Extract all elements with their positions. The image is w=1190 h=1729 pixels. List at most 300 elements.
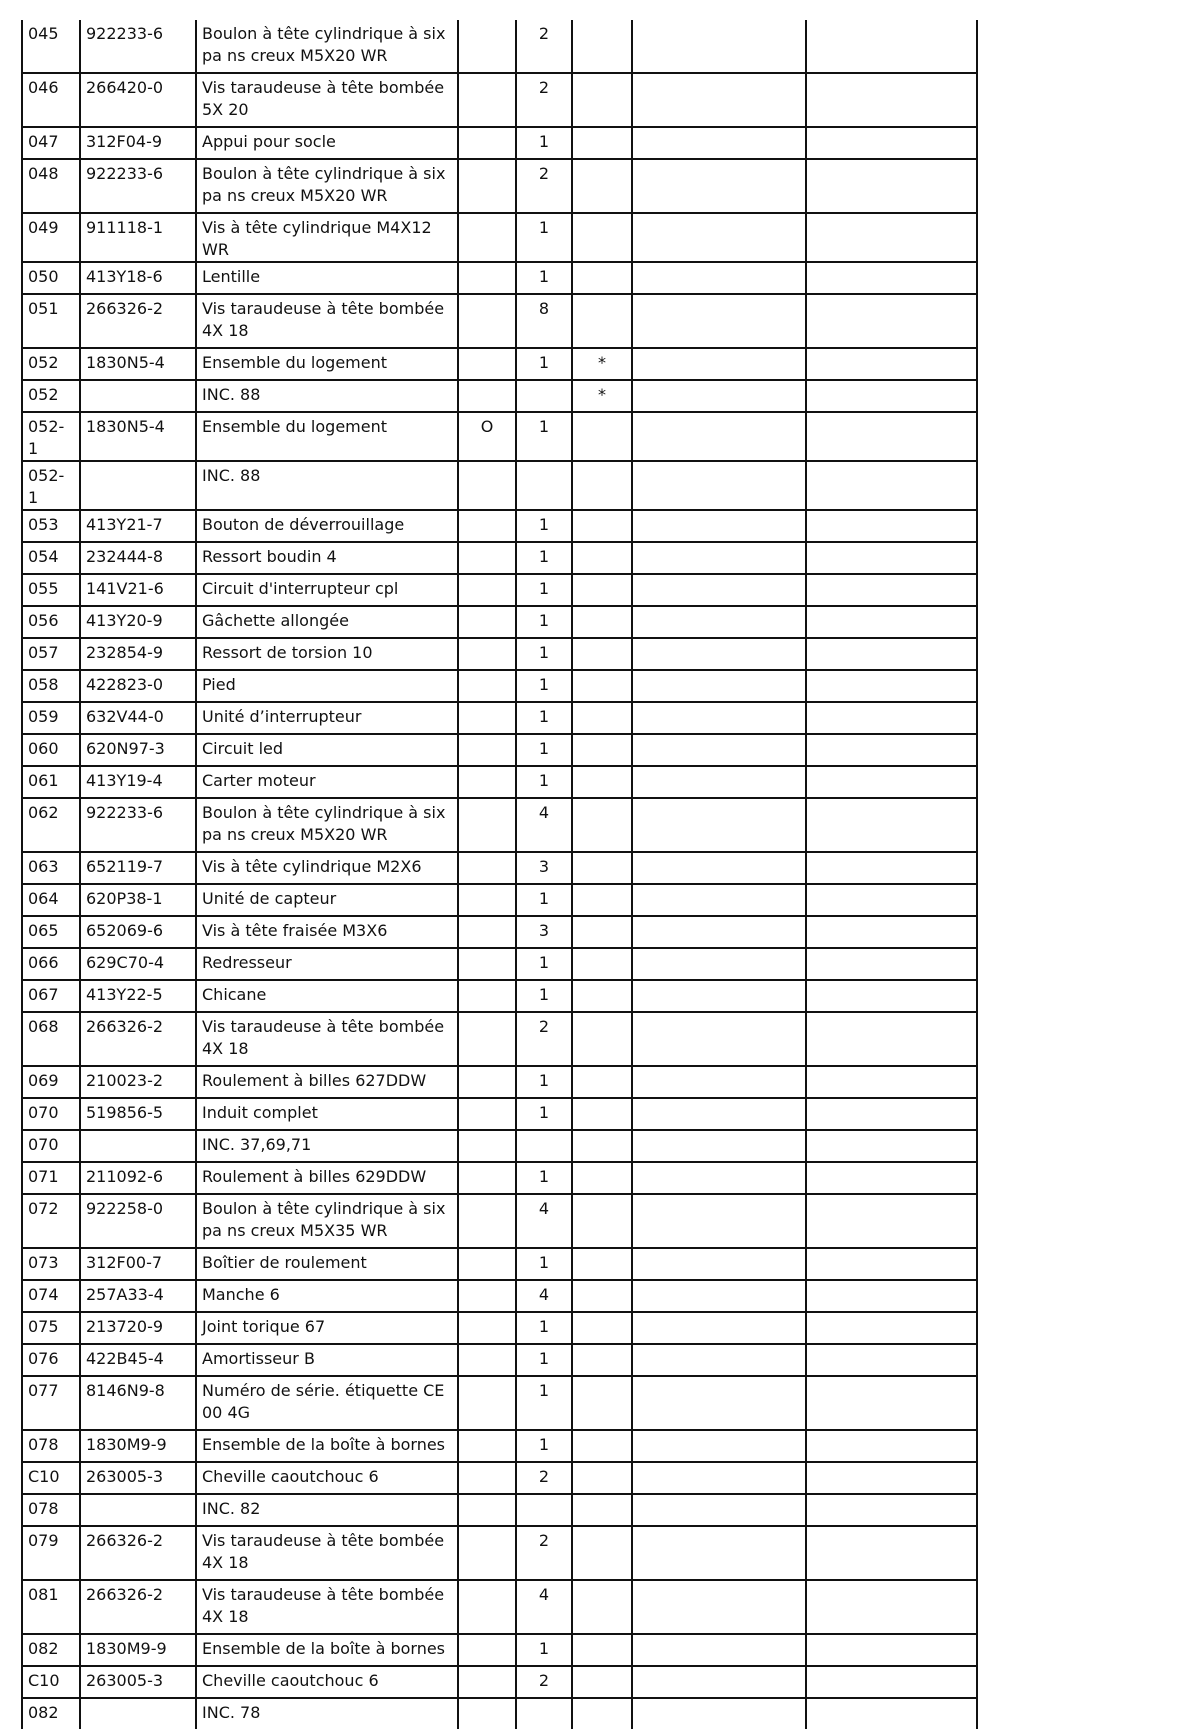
quantity-cell: 2 (516, 1666, 572, 1698)
blank-cell (632, 638, 806, 670)
part-code-cell: 922233-6 (80, 159, 196, 213)
option-flag-cell (458, 1162, 516, 1194)
remark-mark-cell (572, 73, 632, 127)
remark-mark-cell (572, 159, 632, 213)
remark-mark-cell (572, 852, 632, 884)
table-row (22, 510, 977, 542)
blank-cell (632, 542, 806, 574)
part-code-cell: 141V21-6 (80, 574, 196, 606)
option-flag-cell (458, 380, 516, 412)
parts-table-body (22, 20, 977, 1729)
blank-cell (806, 1634, 977, 1666)
remark-mark-cell (572, 916, 632, 948)
item-number-cell: 074 (22, 1280, 80, 1312)
quantity-cell: 1 (516, 348, 572, 380)
part-code-cell: 422B45-4 (80, 1344, 196, 1376)
part-code-cell: 413Y20-9 (80, 606, 196, 638)
quantity-cell (516, 380, 572, 412)
quantity-cell: 3 (516, 916, 572, 948)
remark-mark-cell (572, 294, 632, 348)
part-code-cell: 922258-0 (80, 1194, 196, 1248)
option-flag-cell (458, 262, 516, 294)
blank-cell (632, 798, 806, 852)
table-row (22, 798, 977, 852)
option-flag-cell (458, 852, 516, 884)
remark-mark-cell (572, 670, 632, 702)
quantity-cell: 1 (516, 1162, 572, 1194)
item-number-cell: 051 (22, 294, 80, 348)
remark-mark-cell (572, 1376, 632, 1430)
option-flag-cell (458, 798, 516, 852)
blank-cell (806, 702, 977, 734)
remark-mark-cell (572, 638, 632, 670)
quantity-cell: 1 (516, 1344, 572, 1376)
description-cell: Ressort de torsion 10 (196, 638, 458, 670)
quantity-cell: 3 (516, 852, 572, 884)
blank-cell (806, 73, 977, 127)
item-number-cell: 070 (22, 1098, 80, 1130)
description-cell: Pied (196, 670, 458, 702)
blank-cell (632, 980, 806, 1012)
table-row (22, 606, 977, 638)
quantity-cell: 1 (516, 1430, 572, 1462)
remark-mark-cell (572, 884, 632, 916)
part-code-cell: 266326-2 (80, 1012, 196, 1066)
quantity-cell (516, 1130, 572, 1162)
remark-mark-cell: * (572, 348, 632, 380)
blank-cell (806, 1194, 977, 1248)
blank-cell (632, 1098, 806, 1130)
blank-cell (806, 916, 977, 948)
option-flag-cell (458, 461, 516, 510)
remark-mark-cell (572, 1098, 632, 1130)
option-flag-cell (458, 1194, 516, 1248)
blank-cell (806, 798, 977, 852)
table-row (22, 670, 977, 702)
blank-cell (632, 380, 806, 412)
part-code-cell: 1830N5-4 (80, 348, 196, 380)
quantity-cell: 1 (516, 1312, 572, 1344)
table-row (22, 916, 977, 948)
quantity-cell: 2 (516, 1462, 572, 1494)
item-number-cell: 076 (22, 1344, 80, 1376)
remark-mark-cell (572, 1580, 632, 1634)
option-flag-cell (458, 1130, 516, 1162)
table-row (22, 294, 977, 348)
item-number-cell: C10 (22, 1462, 80, 1494)
option-flag-cell (458, 20, 516, 73)
description-cell: Cheville caoutchouc 6 (196, 1666, 458, 1698)
blank-cell (806, 461, 977, 510)
quantity-cell: 1 (516, 766, 572, 798)
blank-cell (806, 884, 977, 916)
blank-cell (632, 73, 806, 127)
blank-cell (806, 638, 977, 670)
blank-cell (632, 348, 806, 380)
remark-mark-cell (572, 1634, 632, 1666)
blank-cell (806, 1376, 977, 1430)
item-number-cell: 060 (22, 734, 80, 766)
item-number-cell: 052 (22, 380, 80, 412)
table-row (22, 734, 977, 766)
description-cell: Ensemble du logement (196, 348, 458, 380)
description-cell: INC. 88 (196, 380, 458, 412)
item-number-cell: 082 (22, 1698, 80, 1729)
blank-cell (806, 670, 977, 702)
quantity-cell: 2 (516, 73, 572, 127)
remark-mark-cell (572, 412, 632, 461)
description-cell: INC. 37,69,71 (196, 1130, 458, 1162)
blank-cell (632, 461, 806, 510)
remark-mark-cell (572, 461, 632, 510)
option-flag-cell (458, 884, 516, 916)
item-number-cell: 071 (22, 1162, 80, 1194)
description-cell: Vis taraudeuse à tête bombée 4X 18 (196, 1012, 458, 1066)
part-code-cell: 652069-6 (80, 916, 196, 948)
part-code-cell: 1830N5-4 (80, 412, 196, 461)
remark-mark-cell (572, 1012, 632, 1066)
remark-mark-cell (572, 1494, 632, 1526)
blank-cell (632, 262, 806, 294)
blank-cell (806, 127, 977, 159)
blank-cell (632, 606, 806, 638)
blank-cell (632, 916, 806, 948)
part-code-cell: 620N97-3 (80, 734, 196, 766)
table-row (22, 1494, 977, 1526)
blank-cell (806, 1162, 977, 1194)
quantity-cell: 2 (516, 159, 572, 213)
description-cell: Vis taraudeuse à tête bombée 4X 18 (196, 294, 458, 348)
part-code-cell: 213720-9 (80, 1312, 196, 1344)
option-flag-cell (458, 1526, 516, 1580)
blank-cell (632, 1430, 806, 1462)
item-number-cell: 081 (22, 1580, 80, 1634)
table-row (22, 1248, 977, 1280)
description-cell: Boulon à tête cylindrique à six pa ns creux M5X20 WR (196, 798, 458, 852)
blank-cell (632, 766, 806, 798)
parts-table (21, 20, 978, 1729)
description-cell: Ensemble de la boîte à bornes (196, 1430, 458, 1462)
blank-cell (632, 670, 806, 702)
item-number-cell: 078 (22, 1430, 80, 1462)
quantity-cell: 1 (516, 702, 572, 734)
description-cell: Ensemble du logement (196, 412, 458, 461)
item-number-cell: 066 (22, 948, 80, 980)
description-cell: INC. 88 (196, 461, 458, 510)
description-cell: Chicane (196, 980, 458, 1012)
blank-cell (806, 1462, 977, 1494)
blank-cell (806, 159, 977, 213)
remark-mark-cell (572, 734, 632, 766)
description-cell: Vis taraudeuse à tête bombée 5X 20 (196, 73, 458, 127)
option-flag-cell (458, 1248, 516, 1280)
option-flag-cell (458, 948, 516, 980)
table-row (22, 262, 977, 294)
item-number-cell: 059 (22, 702, 80, 734)
part-code-cell (80, 1130, 196, 1162)
table-row (22, 884, 977, 916)
table-row (22, 1698, 977, 1729)
table-row (22, 348, 977, 380)
description-cell: Vis à tête fraisée M3X6 (196, 916, 458, 948)
blank-cell (806, 1430, 977, 1462)
quantity-cell: 4 (516, 1194, 572, 1248)
blank-cell (632, 1494, 806, 1526)
remark-mark-cell (572, 1698, 632, 1729)
remark-mark-cell: * (572, 380, 632, 412)
option-flag-cell (458, 702, 516, 734)
part-code-cell: 8146N9-8 (80, 1376, 196, 1430)
blank-cell (806, 980, 977, 1012)
remark-mark-cell (572, 1280, 632, 1312)
remark-mark-cell (572, 702, 632, 734)
remark-mark-cell (572, 980, 632, 1012)
part-code-cell: 232854-9 (80, 638, 196, 670)
option-flag-cell (458, 1494, 516, 1526)
quantity-cell: 8 (516, 294, 572, 348)
option-flag-cell (458, 1012, 516, 1066)
blank-cell (632, 412, 806, 461)
option-flag-cell (458, 1634, 516, 1666)
option-flag-cell (458, 980, 516, 1012)
blank-cell (632, 1248, 806, 1280)
remark-mark-cell (572, 127, 632, 159)
remark-mark-cell (572, 1666, 632, 1698)
item-number-cell: 053 (22, 510, 80, 542)
part-code-cell (80, 461, 196, 510)
item-number-cell: 052-1 (22, 461, 80, 510)
description-cell: Cheville caoutchouc 6 (196, 1462, 458, 1494)
blank-cell (632, 159, 806, 213)
part-code-cell: 413Y19-4 (80, 766, 196, 798)
part-code-cell: 620P38-1 (80, 884, 196, 916)
table-row (22, 380, 977, 412)
part-code-cell: 210023-2 (80, 1066, 196, 1098)
part-code-cell: 519856-5 (80, 1098, 196, 1130)
remark-mark-cell (572, 606, 632, 638)
remark-mark-cell (572, 213, 632, 262)
blank-cell (632, 294, 806, 348)
item-number-cell: 063 (22, 852, 80, 884)
remark-mark-cell (572, 262, 632, 294)
part-code-cell: 1830M9-9 (80, 1634, 196, 1666)
description-cell: Boîtier de roulement (196, 1248, 458, 1280)
blank-cell (806, 1130, 977, 1162)
option-flag-cell (458, 1462, 516, 1494)
description-cell: Joint torique 67 (196, 1312, 458, 1344)
table-row (22, 638, 977, 670)
item-number-cell: 056 (22, 606, 80, 638)
option-flag-cell (458, 294, 516, 348)
description-cell: Vis à tête cylindrique M2X6 (196, 852, 458, 884)
item-number-cell: 072 (22, 1194, 80, 1248)
quantity-cell: 1 (516, 542, 572, 574)
description-cell: Boulon à tête cylindrique à six pa ns creux M5X20 WR (196, 159, 458, 213)
option-flag-cell (458, 670, 516, 702)
option-flag-cell (458, 1698, 516, 1729)
description-cell: Gâchette allongée (196, 606, 458, 638)
description-cell: Boulon à tête cylindrique à six pa ns creux M5X20 WR (196, 20, 458, 73)
table-row (22, 1194, 977, 1248)
blank-cell (806, 574, 977, 606)
remark-mark-cell (572, 20, 632, 73)
part-code-cell (80, 1494, 196, 1526)
table-row (22, 1130, 977, 1162)
blank-cell (806, 1698, 977, 1729)
part-code-cell: 922233-6 (80, 20, 196, 73)
description-cell: Vis à tête cylindrique M4X12 WR (196, 213, 458, 262)
remark-mark-cell (572, 1526, 632, 1580)
description-cell: Bouton de déverrouillage (196, 510, 458, 542)
description-cell: Ensemble de la boîte à bornes (196, 1634, 458, 1666)
table-row (22, 1280, 977, 1312)
description-cell: Redresseur (196, 948, 458, 980)
part-code-cell: 1830M9-9 (80, 1430, 196, 1462)
option-flag-cell (458, 1344, 516, 1376)
item-number-cell: 069 (22, 1066, 80, 1098)
part-code-cell: 257A33-4 (80, 1280, 196, 1312)
table-row (22, 852, 977, 884)
blank-cell (632, 1526, 806, 1580)
blank-cell (806, 1666, 977, 1698)
item-number-cell: 077 (22, 1376, 80, 1430)
description-cell: Induit complet (196, 1098, 458, 1130)
item-number-cell: 065 (22, 916, 80, 948)
remark-mark-cell (572, 1194, 632, 1248)
blank-cell (632, 213, 806, 262)
table-row (22, 1312, 977, 1344)
item-number-cell: 075 (22, 1312, 80, 1344)
description-cell: Manche 6 (196, 1280, 458, 1312)
description-cell: Carter moteur (196, 766, 458, 798)
option-flag-cell (458, 606, 516, 638)
part-code-cell: 422823-0 (80, 670, 196, 702)
part-code-cell: 266326-2 (80, 294, 196, 348)
blank-cell (632, 852, 806, 884)
quantity-cell: 1 (516, 1066, 572, 1098)
quantity-cell: 1 (516, 670, 572, 702)
description-cell: Vis taraudeuse à tête bombée 4X 18 (196, 1526, 458, 1580)
table-row (22, 73, 977, 127)
quantity-cell: 1 (516, 980, 572, 1012)
description-cell: Circuit led (196, 734, 458, 766)
description-cell: Unité d’interrupteur (196, 702, 458, 734)
blank-cell (806, 1344, 977, 1376)
part-code-cell (80, 1698, 196, 1729)
option-flag-cell: O (458, 412, 516, 461)
quantity-cell (516, 1494, 572, 1526)
table-row (22, 1162, 977, 1194)
description-cell: Ressort boudin 4 (196, 542, 458, 574)
blank-cell (806, 1580, 977, 1634)
blank-cell (806, 213, 977, 262)
blank-cell (632, 884, 806, 916)
blank-cell (632, 127, 806, 159)
option-flag-cell (458, 1376, 516, 1430)
table-row (22, 412, 977, 461)
blank-cell (632, 702, 806, 734)
remark-mark-cell (572, 574, 632, 606)
blank-cell (632, 1280, 806, 1312)
option-flag-cell (458, 1312, 516, 1344)
blank-cell (632, 1698, 806, 1729)
blank-cell (806, 1248, 977, 1280)
quantity-cell: 1 (516, 638, 572, 670)
description-cell: Vis taraudeuse à tête bombée 4X 18 (196, 1580, 458, 1634)
option-flag-cell (458, 734, 516, 766)
table-row (22, 1344, 977, 1376)
option-flag-cell (458, 542, 516, 574)
table-row (22, 1012, 977, 1066)
table-row (22, 1634, 977, 1666)
blank-cell (632, 1462, 806, 1494)
blank-cell (632, 510, 806, 542)
blank-cell (632, 1012, 806, 1066)
option-flag-cell (458, 1580, 516, 1634)
quantity-cell: 1 (516, 262, 572, 294)
description-cell: Roulement à billes 627DDW (196, 1066, 458, 1098)
quantity-cell: 4 (516, 798, 572, 852)
quantity-cell: 1 (516, 734, 572, 766)
option-flag-cell (458, 1430, 516, 1462)
quantity-cell (516, 461, 572, 510)
description-cell: Boulon à tête cylindrique à six pa ns creux M5X35 WR (196, 1194, 458, 1248)
table-row (22, 127, 977, 159)
item-number-cell: 073 (22, 1248, 80, 1280)
item-number-cell: 082 (22, 1634, 80, 1666)
table-row (22, 213, 977, 262)
remark-mark-cell (572, 1430, 632, 1462)
description-cell: Roulement à billes 629DDW (196, 1162, 458, 1194)
table-row (22, 461, 977, 510)
table-row (22, 1066, 977, 1098)
quantity-cell: 1 (516, 606, 572, 638)
blank-cell (806, 1098, 977, 1130)
option-flag-cell (458, 348, 516, 380)
description-cell: INC. 82 (196, 1494, 458, 1526)
table-row (22, 1462, 977, 1494)
blank-cell (632, 1194, 806, 1248)
table-row (22, 574, 977, 606)
table-row (22, 542, 977, 574)
part-code-cell: 922233-6 (80, 798, 196, 852)
item-number-cell: 068 (22, 1012, 80, 1066)
item-number-cell: 049 (22, 213, 80, 262)
remark-mark-cell (572, 1130, 632, 1162)
description-cell: Lentille (196, 262, 458, 294)
item-number-cell: 055 (22, 574, 80, 606)
quantity-cell: 1 (516, 1634, 572, 1666)
part-code-cell: 266420-0 (80, 73, 196, 127)
option-flag-cell (458, 574, 516, 606)
blank-cell (806, 606, 977, 638)
option-flag-cell (458, 1098, 516, 1130)
item-number-cell: 079 (22, 1526, 80, 1580)
remark-mark-cell (572, 542, 632, 574)
item-number-cell: 052 (22, 348, 80, 380)
remark-mark-cell (572, 766, 632, 798)
quantity-cell (516, 1698, 572, 1729)
blank-cell (632, 1162, 806, 1194)
blank-cell (632, 1130, 806, 1162)
quantity-cell: 2 (516, 1526, 572, 1580)
item-number-cell: 054 (22, 542, 80, 574)
quantity-cell: 1 (516, 127, 572, 159)
blank-cell (632, 574, 806, 606)
description-cell: INC. 78 (196, 1698, 458, 1729)
blank-cell (806, 380, 977, 412)
option-flag-cell (458, 73, 516, 127)
